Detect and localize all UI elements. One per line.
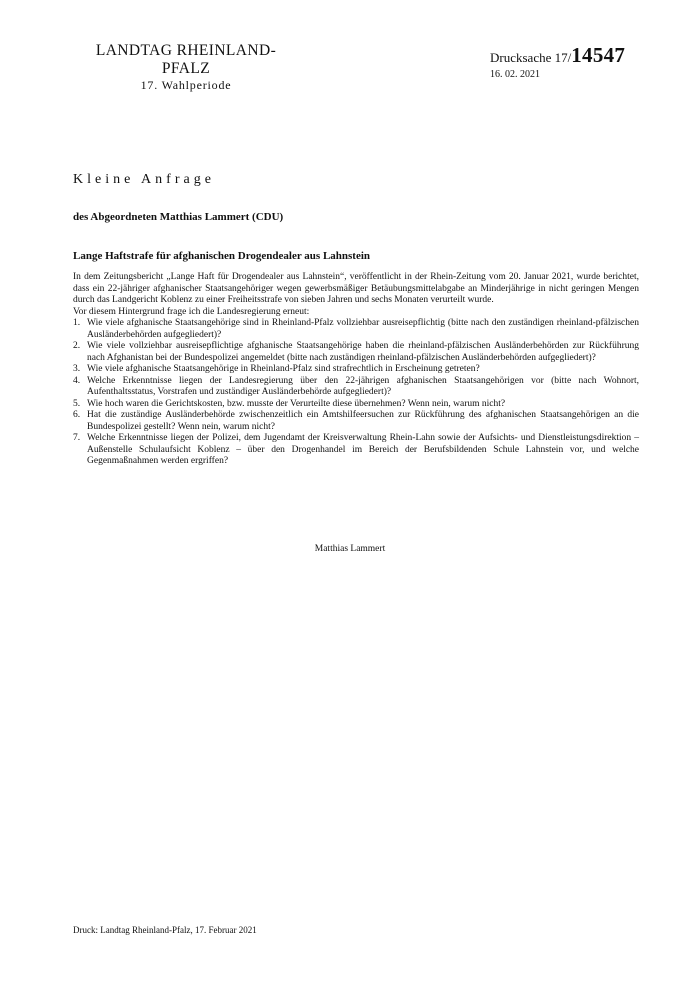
lead-in: Vor diesem Hintergrund frage ich die Landesregierung erneut: [73, 306, 310, 317]
question-item [73, 410, 639, 433]
question-number: 6. [73, 410, 81, 420]
document-date: 16. 02. 2021 [490, 69, 540, 80]
legislative-period: 17. Wahlperiode [140, 78, 232, 92]
question-text: Welche Erkenntnisse liegen der Landesregierung über den 22-jährigen afghanischen Staatsangehörigen vor (bitte nach Wohnort, Aufenthaltsstatus, Vorstrafen und zuständiger Ausländerbehörde aufgegliedert)? [87, 375, 639, 397]
document-title: Lange Haftstrafe für afghanischen Drogendealer aus Lahnstein [73, 250, 371, 262]
drucksache-label: Drucksache 17/ [490, 50, 572, 65]
question-list [73, 318, 639, 468]
question-number: 7. [73, 433, 81, 443]
question-item [73, 318, 639, 341]
question-number: 4. [73, 375, 81, 386]
signature: Matthias Lammert [314, 544, 386, 554]
print-footer: Druck: Landtag Rheinland-Pfalz, 17. Februar 2021 [73, 925, 257, 935]
intro-paragraph: In dem Zeitungsbericht „Lange Haft für Drogendealer aus Lahnstein“, veröffentlicht in der Rhein-Zeitung vom 20. Januar 2021, wurde berichtet, dass ein 22-jähriger afghanischer Staatsangehöriger wegen gewerbsmäßiger Betäubungsmittelabgabe an Minderjährige in nicht geringen Mengen durch das Landgericht Koblenz zu einer Freiheitsstrafe von sieben Jahren und sechs Monaten verurteilt wurde. [73, 272, 639, 305]
drucksache-number: 14547 [571, 43, 626, 67]
header-right [490, 44, 625, 81]
question-item [73, 364, 639, 376]
question-text: Wie hoch waren die Gerichtskosten, bzw. musste der Verurteilte diese übernehmen? Wenn nein, warum nicht? [87, 398, 506, 409]
question-text: Welche Erkenntnisse liegen der Polizei, dem Jugendamt der Kreisverwaltung Rhein-Lahn sowie der Aufsichts- und Dienstleistungsdirektion – Außenstelle Schulaufsicht Koblenz – über den Drogenhandel im Bereich der Berufsbildenden Schule Lahnstein vor, und welche Gegenmaßnahmen werden ergriffen? [87, 433, 639, 466]
document-author: des Abgeordneten Matthias Lammert (CDU) [73, 211, 284, 223]
question-text: Hat die zuständige Ausländerbehörde zwischenzeitlich ein Amtshilfeersuchen zur Rückführung des afghanischen Staatsangehörigen an die Bundespolizei gestellt? Wenn nein, warum nicht? [87, 410, 639, 432]
question-text: Wie viele afghanische Staatsangehörige sind in Rheinland-Pfalz vollziehbar ausreisepflichtig (bitte nach den zuständigen rheinland-pfälzischen Ausländerbehörden aufgegliedert)? [87, 318, 639, 340]
question-number: 3. [73, 364, 81, 374]
document-body [73, 272, 639, 468]
question-text: Wie viele afghanische Staatsangehörige in Rheinland-Pfalz sind strafrechtlich in Erscheinung getreten? [87, 364, 480, 374]
question-item [73, 376, 639, 399]
drucksache-line [490, 44, 625, 69]
question-item [73, 341, 639, 364]
document-type: Kleine Anfrage [73, 172, 215, 187]
question-number: 5. [73, 398, 81, 409]
question-text: Wie viele vollziehbar ausreisepflichtige afghanische Staatsangehörige haben die rheinland-pfälzischen Ausländerbehörden zur Rückführung nach Afghanistan bei der Bundespolizei angemeldet (bitte nach zuständigen rheinland-pfälzischen Ausländerbehörden aufgegliedert)? [87, 341, 639, 363]
header-left [73, 42, 299, 93]
question-number: 2. [73, 341, 81, 351]
question-item [73, 399, 639, 411]
question-number: 1. [73, 318, 81, 328]
question-item [73, 433, 639, 468]
parliament-name: LANDTAG RHEINLAND-PFALZ [95, 42, 277, 77]
